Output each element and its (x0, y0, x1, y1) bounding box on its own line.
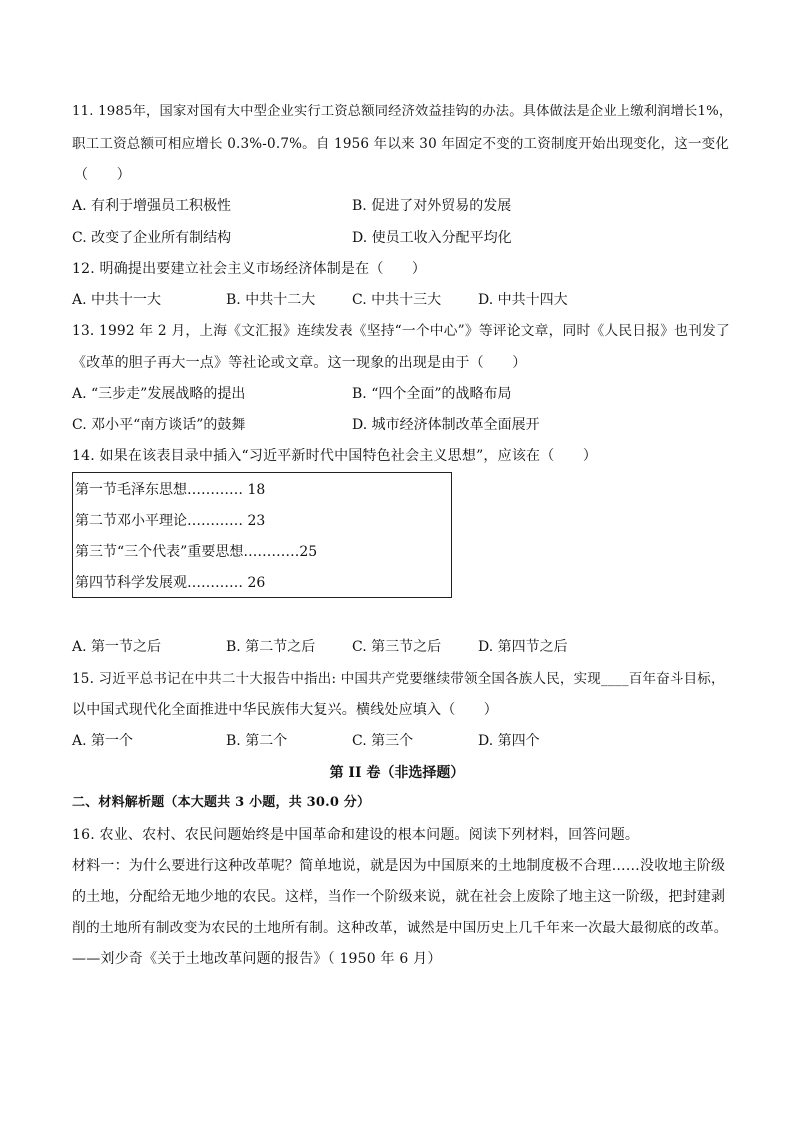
q12-option-c[interactable]: C. 中共十三大 (352, 292, 442, 308)
toc-item: 第四节科学发展观………… 26 (75, 575, 266, 591)
q15-line1: 15. 习近平总书记在中共二十大报告中指出: 中国共产党要继续带领全国各族人民，实现____百年奋斗目标， (72, 671, 725, 687)
q15-option-b[interactable]: B. 第二个 (226, 733, 288, 749)
q12-option-b[interactable]: B. 中共十二大 (226, 292, 316, 308)
q11-option-b[interactable]: B. 促进了对外贸易的发展 (352, 198, 512, 214)
q11-line1: 11. 1985年，国家对国有大中型企业实行工资总额同经济效益挂钩的办法。具体做法是企业上缴利润增长1%， (72, 104, 733, 119)
q16-line4: 削的土地所有制改变为农民的土地所有制。这种改革，诚然是中国历史上几千年来一次最大最彻底的改革。 (72, 920, 728, 936)
q15-option-a[interactable]: A. 第一个 (72, 733, 134, 749)
q14-line1: 14. 如果在该表目录中插入“习近平新时代中国特色社会主义思想”，应该在（ ） (72, 448, 598, 464)
q12-option-d[interactable]: D. 中共十四大 (478, 292, 568, 308)
q16-source: ——刘少奇《关于土地改革问题的报告》（ 1950 年 6 月） (72, 951, 442, 967)
q16-line3: 的土地，分配给无地少地的农民。这样，当作一个阶级来说，就在社会上废除了地主这一阶级，把封建剥 (72, 889, 726, 905)
table-of-contents-box (72, 472, 452, 598)
part-title: 第 II 卷（非选择题） (329, 765, 465, 781)
q15-line2: 以中国式现代化全面推进中华民族伟大复兴。横线处应填入（ ） (72, 702, 498, 718)
q11-line2: 职工工资总额可相应增长 0.3%-0.7%。自 1956 年以来 30 年固定不变的工资制度开始出现变化，这一变化 (72, 136, 730, 152)
q14-option-c[interactable]: C. 第三节之后 (352, 639, 442, 655)
section-heading: 二、材料解析题（本大题共 3 小题，共 30.0 分） (72, 795, 371, 810)
q16-line2: 材料一：为什么要进行这种改革呢？简单地说，就是因为中国原来的土地制度极不合理……没收地主阶级 (72, 858, 726, 874)
q13-line2: 《改革的胆子再大一点》等社论或文章。这一现象的出现是由于（ ） (72, 355, 527, 371)
q13-option-c[interactable]: C. 邓小平“南方谈话”的鼓舞 (72, 417, 246, 433)
q15-option-c[interactable]: C. 第三个 (352, 733, 414, 749)
q14-option-b[interactable]: B. 第二节之后 (226, 639, 316, 655)
q11-option-c[interactable]: C. 改变了企业所有制结构 (72, 230, 232, 246)
q13-option-b[interactable]: B. “四个全面”的战略布局 (352, 386, 512, 402)
q13-option-d[interactable]: D. 城市经济体制改革全面展开 (352, 417, 540, 433)
q14-option-a[interactable]: A. 第一节之后 (72, 639, 162, 655)
q15-option-d[interactable]: D. 第四个 (478, 733, 540, 749)
q14-option-d[interactable]: D. 第四节之后 (478, 639, 568, 655)
q12-option-a[interactable]: A. 中共十一大 (72, 292, 162, 308)
q13-option-a[interactable]: A. “三步走”发展战略的提出 (72, 386, 246, 402)
q12-line1: 12. 明确提出要建立社会主义市场经济体制是在（ ） (72, 261, 427, 277)
q11-option-d[interactable]: D. 使员工收入分配平均化 (352, 230, 512, 246)
toc-item: 第二节邓小平理论………… 23 (75, 513, 266, 529)
toc-item: 第一节毛泽东思想………… 18 (75, 482, 266, 498)
q16-line1: 16. 农业、农村、农民问题始终是中国革命和建设的根本问题。阅读下列材料，回答问题。 (72, 827, 640, 843)
q13-line1: 13. 1992 年 2 月，上海《文汇报》连续发表《坚持“一个中心”》等评论文章，同时《人民日报》也刊发了 (72, 323, 730, 339)
q11-line3: （ ） (74, 167, 131, 183)
toc-item: 第三节“三个代表”重要思想…………25 (75, 544, 318, 560)
q11-option-a[interactable]: A. 有利于增强员工积极性 (72, 198, 232, 214)
